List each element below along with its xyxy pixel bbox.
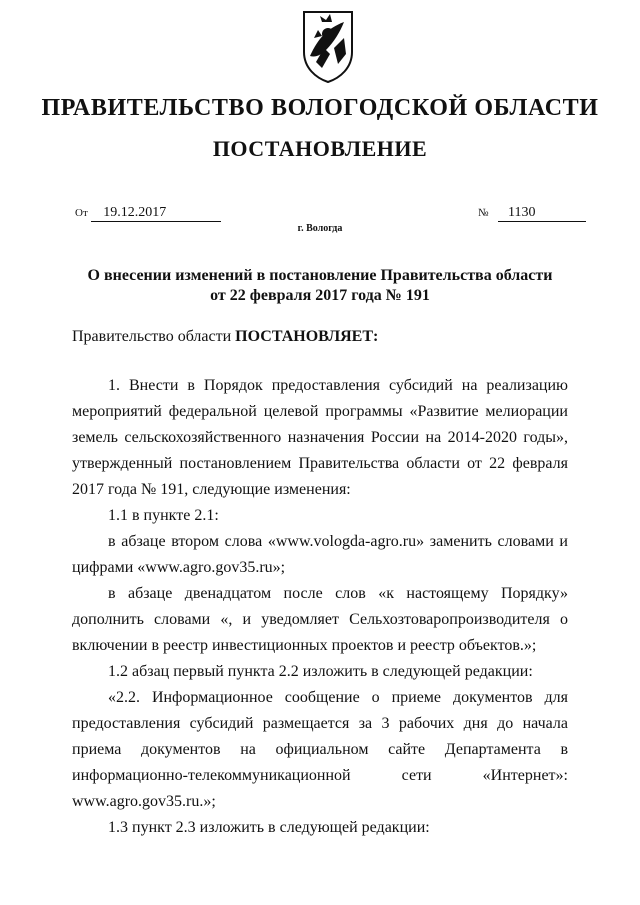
document-type: ПОСТАНОВЛЕНИЕ: [212, 136, 428, 161]
resolves-line: [72, 328, 378, 346]
date-label: От: [75, 207, 88, 219]
number-value: 1130: [498, 205, 586, 222]
date-value: 19.12.2017: [91, 205, 221, 222]
paragraph: 1.1 в пункте 2.1:: [108, 507, 219, 524]
paragraph: 1.3 пункт 2.3 изложить в следующей редакции:: [108, 819, 430, 836]
date-field: [75, 205, 221, 222]
city: г. Вологда: [297, 223, 343, 234]
document-subject: [60, 266, 580, 306]
subject-line-1: О внесении изменений в постановление Правительства области: [87, 267, 553, 284]
resolves-keyword: ПОСТАНОВЛЯЕТ:: [235, 328, 379, 345]
government-title: ПРАВИТЕЛЬСТВО ВОЛОГОДСКОЙ ОБЛАСТИ: [41, 95, 599, 121]
subject-line-2: от 22 февраля 2017 года № 191: [210, 287, 430, 304]
paragraph: 1. Внести в Порядок предоставления субсидий на реализацию мероприятий федеральной целевой программы «Развитие мелиорации земель сельскохозяйственного назначения России на 2014-2020 годы», утвержденный постановлением Правительства области от 22 февраля 2017 года № 191, следующие изменения:: [72, 377, 568, 498]
paragraph: 1.2 абзац первый пункта 2.2 изложить в следующей редакции:: [108, 663, 533, 680]
number-field: [478, 205, 586, 222]
resolves-prefix: Правительство области: [72, 328, 236, 345]
number-label: №: [478, 207, 489, 219]
paragraph: «2.2. Информационное сообщение о приеме документов для предоставления субсидий размещается за 3 рабочих дня до начала приема документов на официальном сайте Департамента в информационно-телекоммуникационной сети «Интернет»: www.agro.gov35.ru.»;: [72, 689, 568, 810]
paragraph: в абзаце втором слова «www.vologda-agro.ru» заменить словами и цифрами «www.agro.gov35.ru»;: [72, 533, 568, 576]
document-body: [72, 373, 568, 841]
coat-of-arms-icon: [300, 8, 356, 84]
paragraph: в абзаце двенадцатом после слов «к настоящему Порядку» дополнить словами «, и уведомляет Сельхозтоваропроизводителя о включении в реестр инвестиционных проектов и реестр объектов.»;: [72, 585, 568, 654]
